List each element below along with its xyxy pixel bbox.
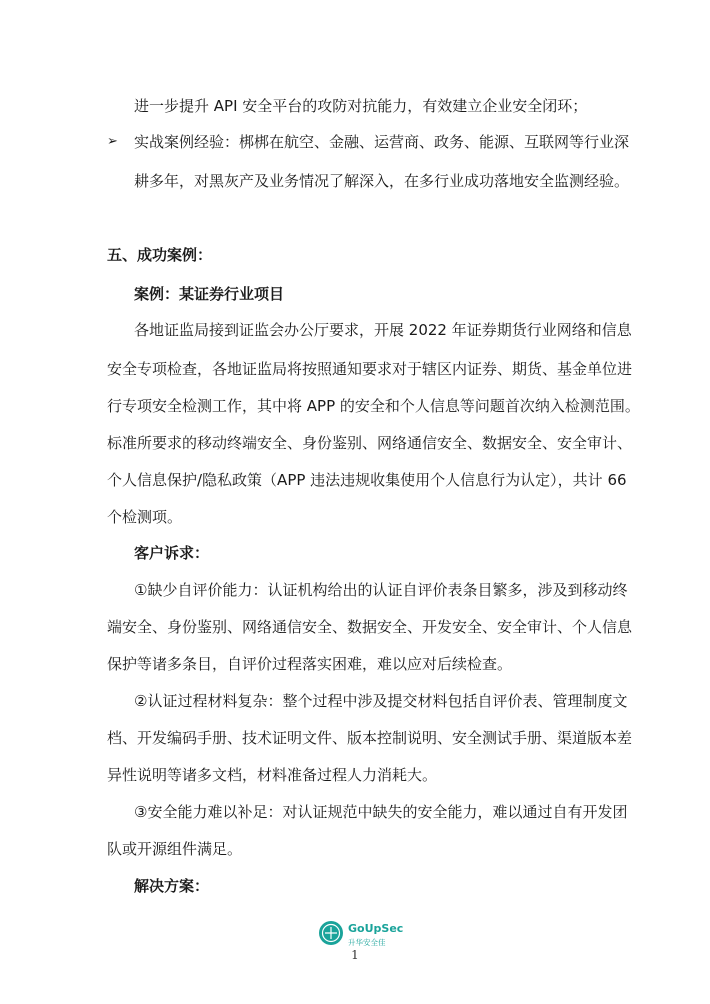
paragraph-line: 行专项安全检测工作，其中将 APP 的安全和个人信息等问题首次纳入检测范围。 xyxy=(107,397,640,415)
demand-1-line: ①缺少自评价能力：认证机构给出的认证自评价表条目繁多，涉及到移动终 xyxy=(134,581,628,599)
bullet-arrow-icon: ➢ xyxy=(107,134,118,149)
demand-2-line: ②认证过程材料复杂：整个过程中涉及提交材料包括自评价表、管理制度文 xyxy=(134,692,628,710)
bullet-line-1: 实战案例经验：梆梆在航空、金融、运营商、政务、能源、互联网等行业深 xyxy=(134,133,630,151)
paragraph-line: 各地证监局接到证监会办公厅要求，开展 2022 年证券期货行业网络和信息 xyxy=(134,321,632,339)
logo-subtext: 升华安全佳 xyxy=(348,938,386,947)
demands-heading: 客户诉求： xyxy=(134,544,210,562)
demand-3-line: 队或开源组件满足。 xyxy=(107,840,243,858)
paragraph-line: 个检测项。 xyxy=(107,508,183,526)
demand-2-line: 异性说明等诸多文档，材料准备过程人力消耗大。 xyxy=(107,766,438,784)
paragraph-line: 标准所要求的移动终端安全、身份鉴别、网络通信安全、数据安全、安全审计、 xyxy=(107,434,633,452)
intro-line: 进一步提升 API 安全平台的攻防对抗能力，有效建立企业安全闭环； xyxy=(134,97,588,115)
demand-3-line: ③安全能力难以补足：对认证规范中缺失的安全能力，难以通过自有开发团 xyxy=(134,803,628,821)
page-number: 1 xyxy=(351,948,359,962)
logo-text: GoUpSec xyxy=(348,922,404,935)
paragraph-line: 安全专项检查，各地证监局将按照通知要求对于辖区内证券、期货、基金单位进 xyxy=(107,360,633,378)
demand-1-line: 保护等诸多条目，自评价过程落实困难，难以应对后续检查。 xyxy=(107,655,513,673)
demand-2-line: 档、开发编码手册、技术证明文件、版本控制说明、安全测试手册、渠道版本差 xyxy=(107,729,633,747)
bullet-line-2: 耕多年，对黑灰产及业务情况了解深入，在多行业成功落地安全监测经验。 xyxy=(134,172,630,190)
solution-heading: 解决方案： xyxy=(134,877,210,895)
section-heading: 五、成功案例： xyxy=(107,246,213,264)
case-title: 案例：某证券行业项目 xyxy=(134,285,285,303)
paragraph-line: 个人信息保护/隐私政策（APP 违法违规收集使用个人信息行为认定），共计 66 xyxy=(107,471,627,489)
demand-1-line: 端安全、身份鉴别、网络通信安全、数据安全、开发安全、安全审计、个人信息 xyxy=(107,618,633,636)
